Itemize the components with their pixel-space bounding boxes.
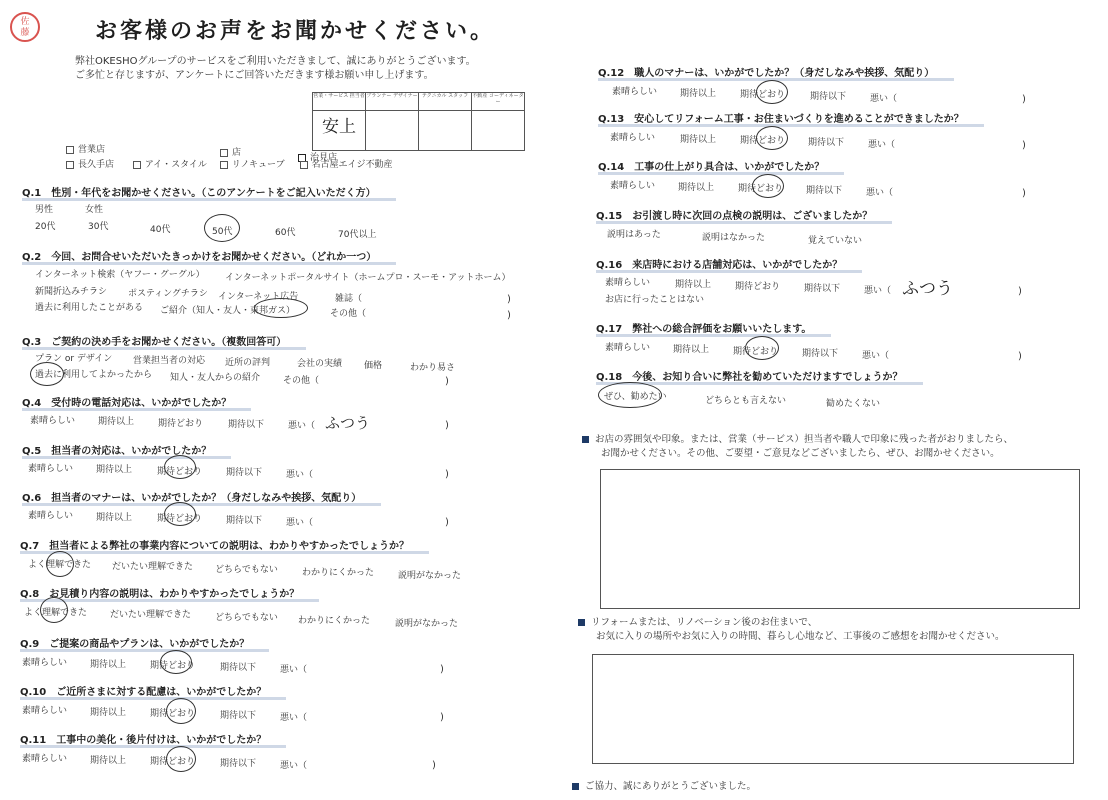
q12-option-bad[interactable]: 悪い（ (870, 94, 898, 104)
q4-option-bad[interactable]: 悪い（ (288, 421, 316, 431)
q5-option-bad[interactable]: 悪い（ (286, 470, 314, 480)
q9-option-bad[interactable]: 悪い（ (280, 665, 308, 675)
q5-option-below[interactable]: 期待以下 (226, 468, 263, 478)
q18-option-no[interactable]: 勧めたくない (826, 399, 881, 409)
intro-line-2: ご多忙と存じますが、アンケートにご回答いただきます様お願い申し上げます。 (75, 70, 434, 81)
staff-handwritten-name: 安上 (322, 117, 356, 137)
q8-heading: Q.8 お見積り内容の説明は、わかりやすかったでしょうか？ (20, 585, 299, 600)
q13-option-below[interactable]: 期待以下 (808, 138, 845, 148)
q2-option-newspaper[interactable]: 新聞折込みチラシ (35, 287, 108, 297)
staff-cell-sales[interactable] (313, 111, 366, 151)
q10-option-bad[interactable]: 悪い（ (280, 713, 308, 723)
q1-heading: Q.1 性別・年代をお聞かせください。（このアンケートをご記入いただく方） (22, 184, 376, 199)
q18-heading: Q.18 今後、お知り合いに弊社を勧めていただけますでしょうか？ (596, 368, 903, 383)
q9-selection-circle (160, 650, 192, 674)
q1-age-30s[interactable]: 30代 (88, 222, 109, 232)
free2-line1-text: リフォームまたは、リノベーション後のお住まいで、 (591, 617, 818, 628)
q7-option-neutral[interactable]: どちらでもない (215, 565, 278, 575)
free2-prompt-line-1 (578, 614, 817, 628)
store-label-age: 名古屋エイジ不動産 (311, 160, 393, 170)
q16-close: ) (1018, 286, 1022, 297)
q12-option-as-expected[interactable]: 期待どおり (740, 90, 786, 100)
store-label-extra: 治見店 (310, 153, 338, 163)
store-label-nagakute: 長久手店 (78, 160, 115, 170)
free1-bullet-icon (582, 436, 589, 443)
q7-option-none[interactable]: 説明がなかった (398, 571, 462, 581)
q14-option-bad[interactable]: 悪い（ (866, 188, 894, 198)
q1-selection-circle (204, 214, 240, 242)
q4-option-above[interactable]: 期待以上 (98, 417, 135, 427)
q3-heading: Q.3 ご契約の決め手をお聞かせください。（複数回答可） (22, 333, 286, 348)
q17-heading: Q.17 弊社への総合評価をお願いいたします。 (596, 320, 811, 335)
q2-selection-circle (254, 298, 308, 318)
q3-other-close: ) (445, 376, 449, 387)
q11-selection-circle (166, 746, 196, 772)
q13-close: ) (1022, 140, 1026, 151)
q8-option-well[interactable]: よく理解できた (24, 608, 88, 618)
staff-header-realestate: 不動産 コーディネーター (472, 93, 525, 111)
q9-close: ) (440, 664, 444, 675)
staff-header-technical: テクニカル スタッフ (419, 93, 472, 111)
q16-option-bad[interactable]: 悪い（ (864, 286, 892, 296)
closing-message (572, 778, 756, 792)
q17-option-as-expected[interactable]: 期待どおり (733, 347, 779, 357)
q1-age-20s[interactable]: 20代 (35, 222, 56, 232)
store-row-2 (66, 157, 393, 170)
seal-char-1: 佐 (20, 17, 30, 27)
q10-heading: Q.10 ご近所さまに対する配慮は、いかがでしたか？ (20, 683, 266, 698)
q3-option-plan[interactable]: プラン or デザイン (35, 354, 113, 364)
free2-comment-box[interactable] (592, 654, 1074, 764)
q4-option-excellent[interactable]: 素晴らしい (30, 416, 76, 426)
q13-option-above[interactable]: 期待以上 (680, 135, 717, 145)
q3-option-other[interactable]: その他（ (283, 376, 320, 386)
q12-close: ) (1022, 94, 1026, 105)
q12-heading: Q.12 職人のマナーは、いかがでしたか？（身だしなみや挨拶、気配り） (598, 64, 934, 79)
store-checkbox-3[interactable] (220, 149, 228, 157)
q3-option-clarity[interactable]: わかり易さ (410, 363, 456, 373)
q6-option-as-expected[interactable]: 期待どおり (157, 514, 203, 524)
store-checkbox-nagakute[interactable] (66, 161, 74, 169)
q16-handwritten-comment: ふつう (902, 279, 953, 299)
intro-line-1: 弊社OKESHOグループのサービスをご利用いただきまして、誠にありがとうございます。 (75, 56, 476, 67)
staff-header-sales: 営業・サービス 担当者 (313, 93, 366, 111)
q11-option-excellent[interactable]: 素晴らしい (22, 754, 68, 764)
q1-gender-male[interactable]: 男性 (35, 205, 54, 215)
q15-option-not-remember[interactable]: 覚えていない (808, 236, 863, 246)
free1-line1-text: お店の雰囲気や印象。または、営業（サービス）担当者や職人で印象に残った者がおりましたら、 (595, 434, 1014, 445)
q3-selection-circle (30, 362, 64, 386)
q14-option-below[interactable]: 期待以下 (806, 186, 843, 196)
q10-option-below[interactable]: 期待以下 (220, 711, 257, 721)
q9-option-below[interactable]: 期待以下 (220, 663, 257, 673)
q11-option-below[interactable]: 期待以下 (220, 759, 257, 769)
q4-option-as-expected[interactable]: 期待どおり (158, 419, 204, 429)
q12-option-above[interactable]: 期待以上 (680, 89, 717, 99)
q10-option-above[interactable]: 期待以上 (90, 708, 127, 718)
free2-prompt-line-2: お気に入りの場所やお気に入りの時間、暮らし心地など、工事後のご感想をお聞かせください。 (596, 631, 1005, 642)
q5-option-excellent[interactable]: 素晴らしい (28, 464, 74, 474)
q17-option-excellent[interactable]: 素晴らしい (605, 343, 651, 353)
store-label-1: 営業店 (78, 145, 106, 155)
store-checkbox-1[interactable] (66, 146, 74, 154)
q16-option-excellent[interactable]: 素晴らしい (605, 278, 651, 288)
q16-option-as-expected[interactable]: 期待どおり (735, 282, 781, 292)
q4-handwritten-comment: ふつう (325, 414, 371, 432)
q4-close: ) (445, 420, 449, 431)
q17-close: ) (1018, 351, 1022, 362)
q3-option-past-good[interactable]: 過去に利用してよかったから (35, 370, 153, 380)
q8-option-none[interactable]: 説明がなかった (395, 619, 459, 629)
q18-selection-circle (598, 382, 662, 408)
q15-heading: Q.15 お引渡し時に次回の点検の説明は、ございましたか？ (596, 207, 872, 222)
q8-option-mostly[interactable]: だいたい理解できた (110, 610, 192, 620)
free1-prompt-line-2: お聞かせください。その他、ご要望・ご意見などございましたら、ぜひ、お聞かせください。 (601, 448, 1000, 459)
q3-option-staff[interactable]: 営業担当者の対応 (133, 356, 206, 366)
q2-magazine-close: ) (507, 294, 511, 305)
q2-option-magazine[interactable]: 雑誌（ (335, 294, 363, 304)
q13-option-as-expected[interactable]: 期待どおり (740, 136, 786, 146)
q4-heading: Q.4 受付時の電話対応は、いかがでしたか？ (22, 394, 231, 409)
store-checkbox-renocube[interactable] (220, 161, 228, 169)
q16-heading: Q.16 来店時における店舗対応は、いかがでしたか？ (596, 256, 842, 271)
store-label-renocube: リノキューブ (231, 160, 285, 170)
q7-heading: Q.7 担当者による弊社の事業内容についての説明は、わかりやすかったでしょうか？ (20, 537, 409, 552)
q18-option-definitely[interactable]: ぜひ、勧めたい (604, 392, 667, 402)
q14-option-as-expected[interactable]: 期待どおり (738, 184, 784, 194)
q3-option-price[interactable]: 価格 (364, 361, 383, 371)
q7-option-well[interactable]: よく理解できた (28, 560, 92, 570)
seal-char-2: 藤 (20, 28, 30, 38)
q1-age-70s[interactable]: 70代以上 (338, 230, 377, 240)
q9-heading: Q.9 ご提案の商品やプランは、いかがでしたか？ (20, 635, 249, 650)
q2-other-close: ) (507, 310, 511, 321)
free1-comment-box[interactable] (600, 469, 1080, 609)
free1-prompt-line-1 (582, 431, 1013, 445)
q7-option-mostly[interactable]: だいたい理解できた (112, 562, 194, 572)
q2-option-other[interactable]: その他（ (330, 309, 367, 319)
staff-table (312, 92, 525, 151)
q1-age-60s[interactable]: 60代 (275, 228, 296, 238)
q14-selection-circle (752, 174, 784, 198)
q13-heading: Q.13 安心してリフォーム工事・お住まいづくりを進めることができましたか？ (598, 110, 964, 125)
name-seal-stamp (10, 12, 40, 42)
q13-option-bad[interactable]: 悪い（ (868, 140, 896, 150)
q1-age-50s[interactable]: 50代 (212, 227, 233, 237)
q17-option-bad[interactable]: 悪い（ (862, 351, 890, 361)
q17-option-above[interactable]: 期待以上 (673, 345, 710, 355)
q2-option-web-ad[interactable]: インターネット広告 (218, 292, 299, 302)
store-checkbox-age[interactable] (300, 161, 308, 169)
q10-selection-circle (166, 698, 196, 724)
q11-option-as-expected[interactable]: 期待どおり (150, 757, 196, 767)
q8-selection-circle (40, 597, 68, 623)
free2-bullet-icon (578, 619, 585, 626)
q5-option-above[interactable]: 期待以上 (96, 465, 133, 475)
q16-option-above[interactable]: 期待以上 (675, 280, 712, 290)
q5-selection-circle (164, 455, 196, 479)
q16-option-below[interactable]: 期待以下 (804, 284, 841, 294)
q14-option-above[interactable]: 期待以上 (678, 183, 715, 193)
q7-option-unclear[interactable]: わかりにくかった (302, 568, 375, 578)
q2-option-referral[interactable]: ご紹介（知人・友人・東邦ガス） (160, 306, 296, 316)
store-row-1 (66, 142, 105, 155)
q6-option-bad[interactable]: 悪い（ (286, 518, 314, 528)
page-title: お客様のお声をお聞かせください。 (95, 19, 496, 44)
q17-selection-circle (745, 336, 779, 360)
q2-option-portal[interactable]: インターネットポータルサイト（ホームプロ・スーモ・アットホーム） (225, 273, 511, 283)
q9-option-as-expected[interactable]: 期待どおり (150, 661, 196, 671)
closing-text: ご協力、誠にありがとうございました。 (585, 781, 757, 792)
q11-option-bad[interactable]: 悪い（ (280, 761, 308, 771)
q6-heading: Q.6 担当者のマナーは、いかがでしたか？（身だしなみや挨拶、気配り） (22, 489, 361, 504)
q18-option-neutral[interactable]: どちらとも言えない (705, 396, 787, 406)
store-label-istyle: アイ・スタイル (144, 160, 207, 170)
q9-option-excellent[interactable]: 素晴らしい (22, 658, 68, 668)
q14-heading: Q.14 工事の仕上がり具合は、いかがでしたか？ (598, 158, 824, 173)
q2-option-posting[interactable]: ポスティングチラシ (128, 289, 208, 299)
q13-selection-circle (756, 126, 788, 150)
q12-option-excellent[interactable]: 素晴らしい (612, 87, 658, 97)
staff-cell-technical[interactable] (419, 111, 472, 151)
q13-option-excellent[interactable]: 素晴らしい (610, 133, 656, 143)
q6-option-above[interactable]: 期待以上 (96, 513, 133, 523)
store-checkbox-istyle[interactable] (133, 161, 141, 169)
q7-selection-circle (46, 551, 74, 577)
q15-option-not-explained[interactable]: 説明はなかった (702, 233, 766, 243)
q4-option-below[interactable]: 期待以下 (228, 420, 265, 430)
q1-gender-female[interactable]: 女性 (85, 205, 104, 215)
q2-option-search[interactable]: インターネット検索（ヤフー・グーグル） (35, 270, 205, 280)
q10-option-excellent[interactable]: 素晴らしい (22, 706, 68, 716)
q3-option-reputation[interactable]: 近所の評判 (225, 358, 271, 368)
q8-option-unclear[interactable]: わかりにくかった (298, 616, 371, 626)
q10-option-as-expected[interactable]: 期待どおり (150, 709, 196, 719)
q12-option-below[interactable]: 期待以下 (810, 92, 847, 102)
q3-option-friend[interactable]: 知人・友人からの紹介 (170, 373, 261, 383)
q5-close: ) (445, 469, 449, 480)
q15-option-explained[interactable]: 説明はあった (607, 230, 661, 240)
q6-selection-circle (164, 502, 196, 526)
q6-close: ) (445, 517, 449, 528)
q2-heading: Q.2 今回、お問合せいただいたきっかけをお聞かせください。（どれか一つ） (22, 248, 376, 263)
q14-option-excellent[interactable]: 素晴らしい (610, 181, 656, 191)
q11-close: ) (432, 760, 436, 771)
q14-close: ) (1022, 188, 1026, 199)
q2-option-past-user[interactable]: 過去に利用したことがある (35, 303, 144, 313)
q9-option-above[interactable]: 期待以上 (90, 660, 127, 670)
q12-selection-circle (756, 80, 788, 104)
q11-heading: Q.11 工事中の美化・後片付けは、いかがでしたか？ (20, 731, 266, 746)
q3-option-track-record[interactable]: 会社の実績 (297, 359, 343, 369)
q1-age-40s[interactable]: 40代 (150, 225, 171, 235)
q6-option-below[interactable]: 期待以下 (226, 516, 263, 526)
q6-option-excellent[interactable]: 素晴らしい (28, 511, 74, 521)
q8-option-neutral[interactable]: どちらでもない (215, 613, 278, 623)
staff-cell-realestate[interactable] (472, 111, 525, 151)
store-label-3: 店 (232, 148, 242, 158)
q5-option-as-expected[interactable]: 期待どおり (157, 467, 203, 477)
q17-option-below[interactable]: 期待以下 (802, 349, 839, 359)
q5-heading: Q.5 担当者の対応は、いかがでしたか？ (22, 442, 211, 457)
q16-option-never-visited[interactable]: お店に行ったことはない (605, 295, 705, 305)
staff-cell-planner[interactable] (366, 111, 419, 151)
q11-option-above[interactable]: 期待以上 (90, 756, 127, 766)
closing-bullet-icon (572, 783, 579, 790)
q10-close: ) (440, 712, 444, 723)
staff-header-planner: プランナー デザイナー (366, 93, 419, 111)
